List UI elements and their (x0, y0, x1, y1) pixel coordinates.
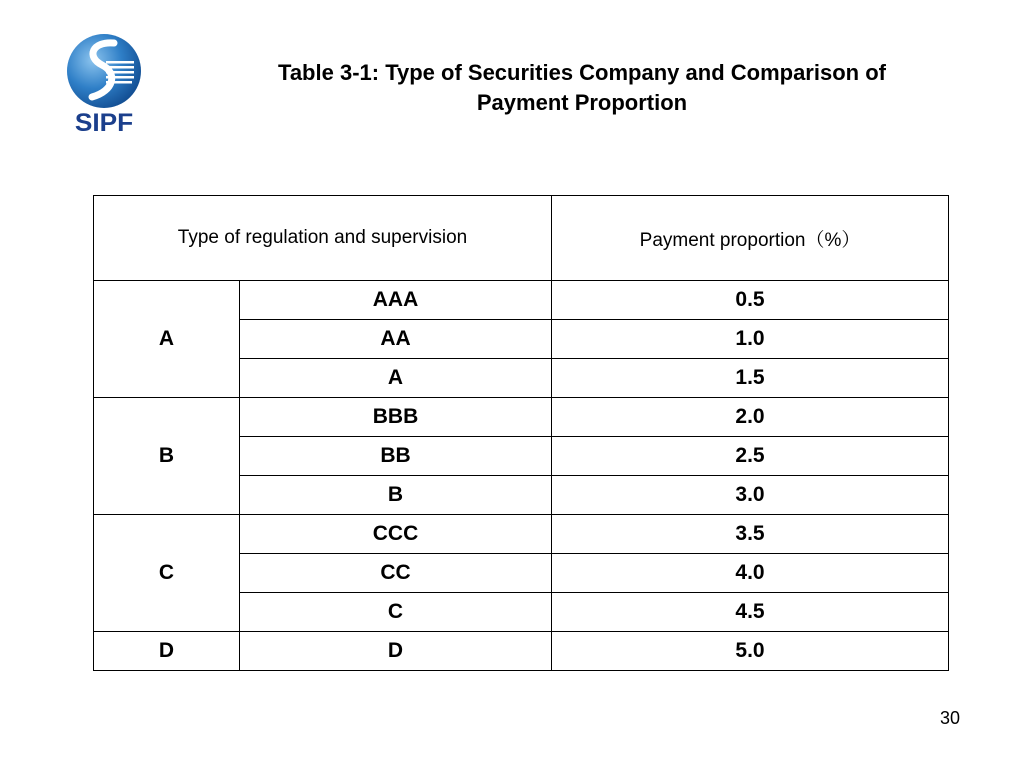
grade-cell: AAA (240, 281, 552, 320)
category-cell: C (94, 515, 240, 632)
table-header-row (94, 196, 949, 281)
category-cell: D (94, 632, 240, 671)
grade-cell: CCC (240, 515, 552, 554)
sipf-logo (62, 33, 146, 135)
header-type: Type of regulation and supervision (94, 196, 552, 281)
table-row (94, 632, 949, 671)
logo-text: SIPF (74, 109, 134, 137)
grade-cell: A (240, 359, 552, 398)
proportion-cell: 1.0 (552, 320, 949, 359)
table-row (94, 515, 949, 554)
table-row (94, 398, 949, 437)
grade-cell: B (240, 476, 552, 515)
payment-proportion-table (93, 195, 949, 671)
grade-cell: C (240, 593, 552, 632)
proportion-cell: 3.5 (552, 515, 949, 554)
grade-cell: BBB (240, 398, 552, 437)
page-number: 30 (939, 708, 960, 728)
grade-cell: D (240, 632, 552, 671)
header-proportion: Payment proportion（%） (552, 196, 949, 281)
title-line-1: Table 3-1: Type of Securities Company and Comparison of (278, 60, 886, 85)
proportion-cell: 4.0 (552, 554, 949, 593)
proportion-cell: 2.0 (552, 398, 949, 437)
proportion-cell: 2.5 (552, 437, 949, 476)
globe-logo-icon (62, 33, 146, 109)
proportion-cell: 3.0 (552, 476, 949, 515)
grade-cell: BB (240, 437, 552, 476)
grade-cell: AA (240, 320, 552, 359)
title-line-2: Payment Proportion (476, 90, 688, 115)
category-cell: A (94, 281, 240, 398)
page-title (200, 58, 964, 118)
grade-cell: CC (240, 554, 552, 593)
proportion-cell: 0.5 (552, 281, 949, 320)
proportion-cell: 4.5 (552, 593, 949, 632)
category-cell: B (94, 398, 240, 515)
proportion-cell: 5.0 (552, 632, 949, 671)
table-row (94, 281, 949, 320)
proportion-cell: 1.5 (552, 359, 949, 398)
